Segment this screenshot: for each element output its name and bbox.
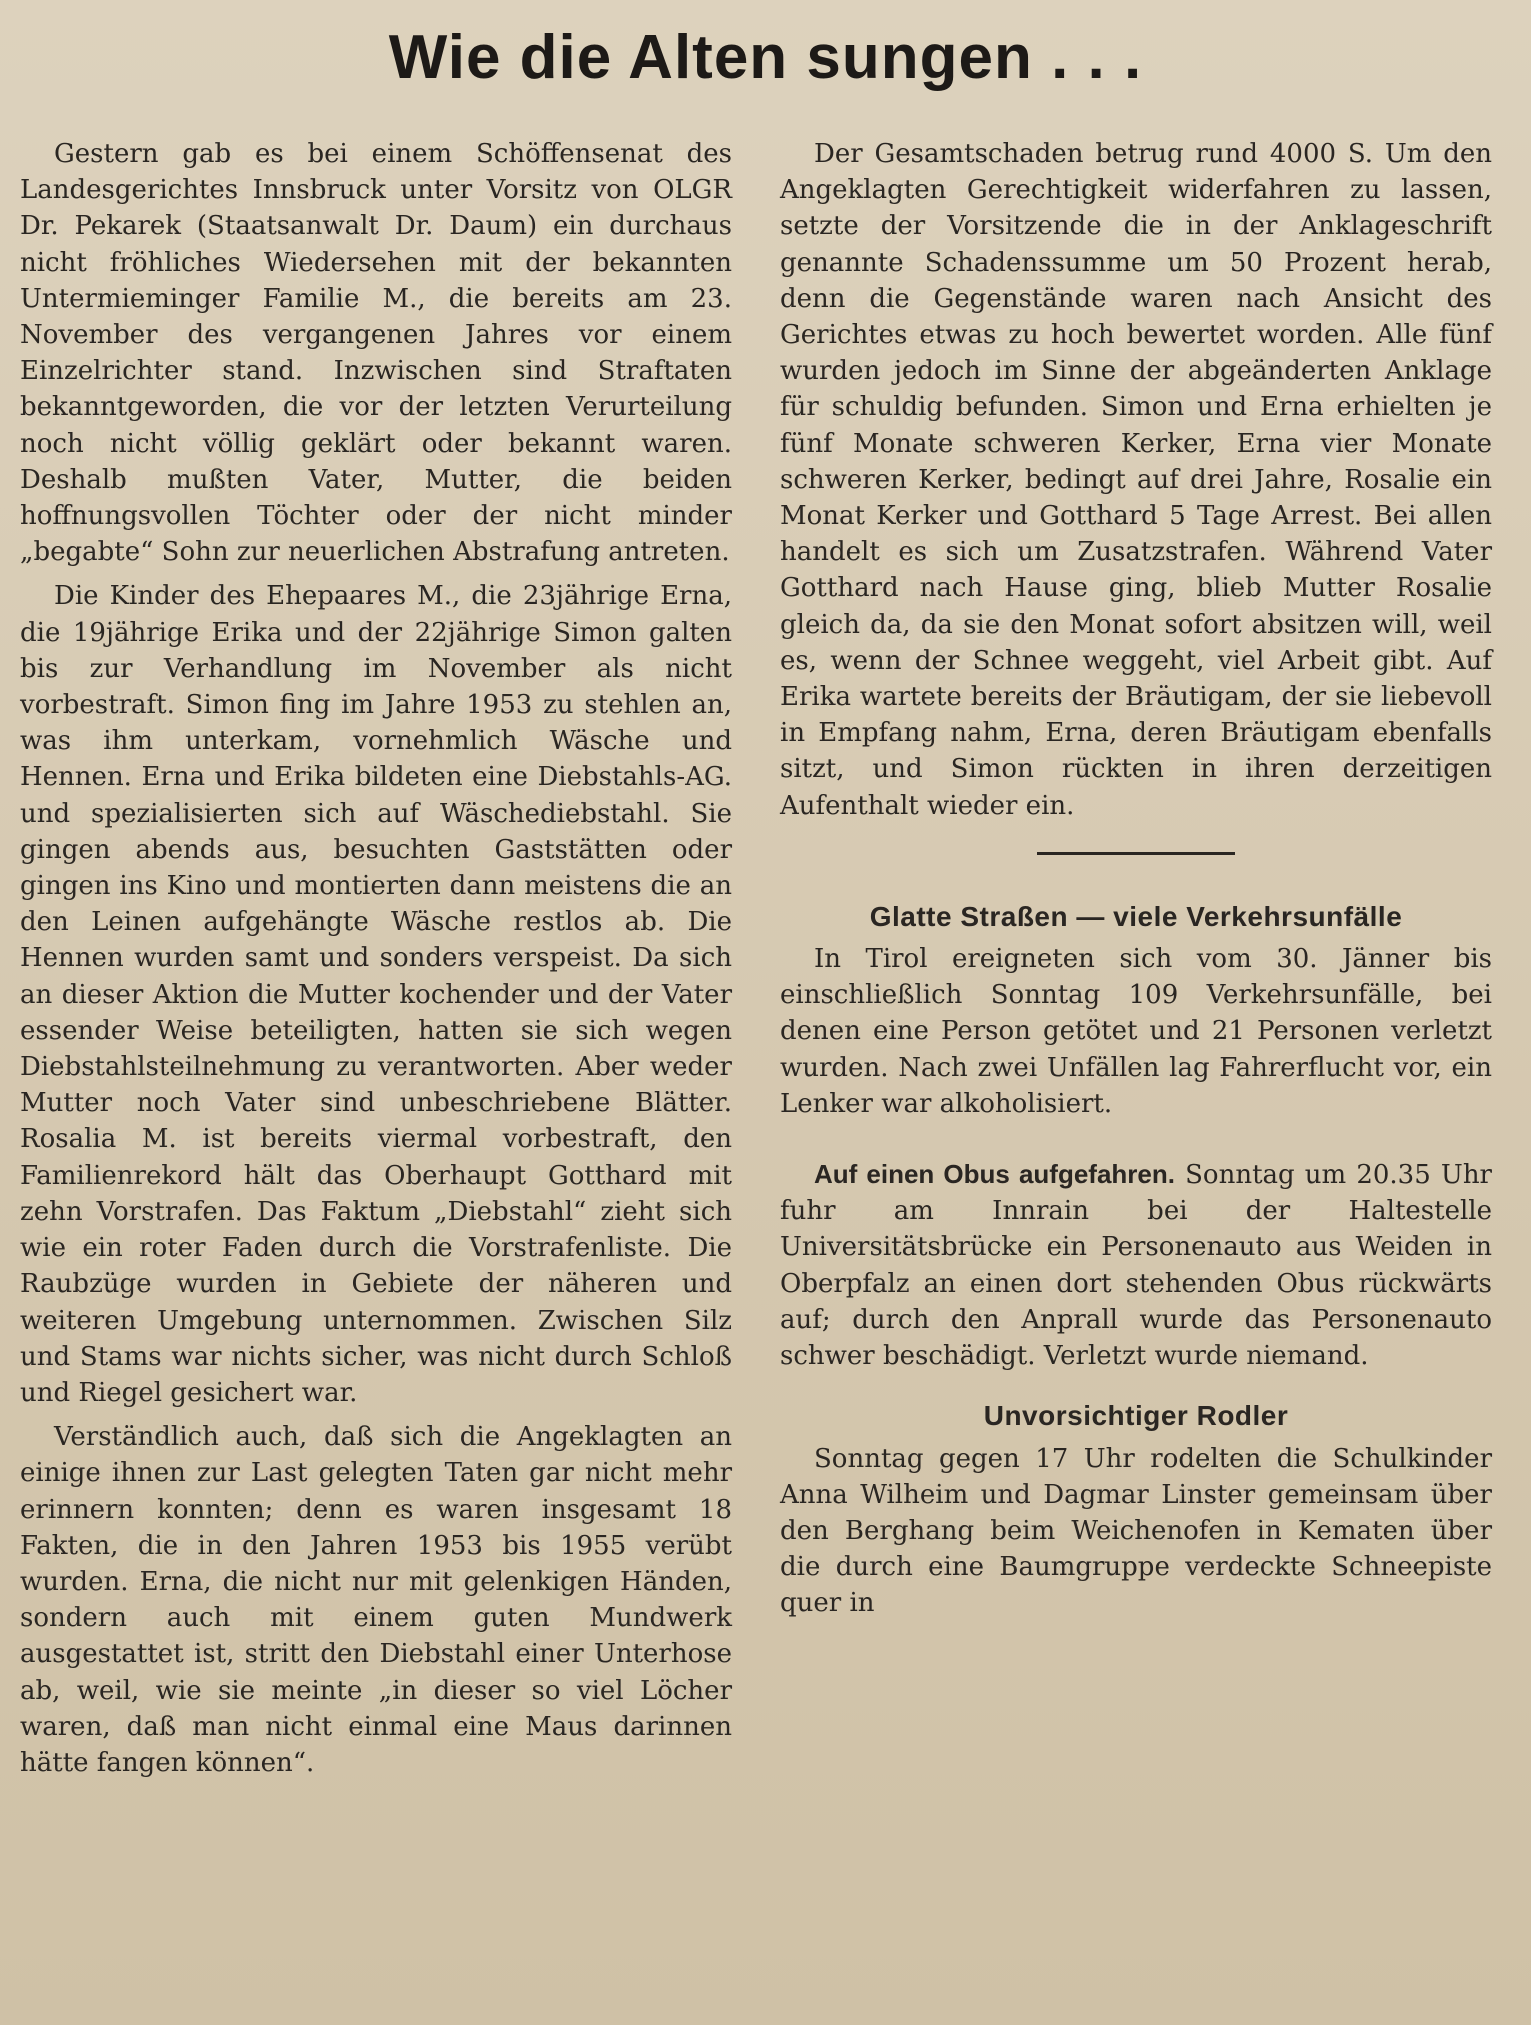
- rodler-article-body: Sonntag gegen 17 Uhr rodelten die Schulkinder Anna Wilheim und Dagmar Linster gemeinsam über den Berghang beim Weichenofen in Kematen über die durch eine Baumgruppe verdeckte Schneepiste quer in: [780, 1443, 1492, 1619]
- obus-article-lead: Auf einen Obus aufgefahren.: [814, 1159, 1175, 1190]
- traffic-article-title: Glatte Straßen — viele Verkehrsunfälle: [869, 900, 1403, 932]
- obus-article: [780, 1156, 1492, 1374]
- column-right: [780, 136, 1492, 1622]
- article-paragraph: Verständlich auch, daß sich die Angeklagten an einige ihnen zur Last gelegten Taten gar nicht mehr erinnern konnten; denn es waren insgesamt 18 Fakten, die in den Jahren 1953 bis 1955 verübt wurden. Erna, die nicht nur mit gelenkigen Händen, sondern auch mit einem guten Mundwerk ausgestattet ist, stritt den Diebstahl einer Unterhose ab, weil, wie sie meinte „in dieser so viel Löcher waren, daß man nicht einmal eine Maus darinnen hätte fangen können“.: [20, 1422, 732, 1778]
- column-left: [20, 136, 732, 1781]
- spacer: [780, 1374, 1492, 1398]
- headline: Wie die Alten sungen . . .: [388, 23, 1143, 92]
- article-paragraph: Die Kinder des Ehepaares M., die 23jährige Erna, die 19jährige Erika und der 22jährige Simon galten bis zur Verhandlung im November als nicht vorbestraft. Simon fing im Jahre 1953 zu stehlen an, was ihm unterkam, vornehmlich Wäsche und Hennen. Erna und Erika bildeten eine Diebstahls-AG. und spezialisierten sich auf Wäschediebstahl. Sie gingen abends aus, besuchten Gaststätten oder gingen ins Kino und montierten dann meistens die an den Leinen aufgehängte Wäsche restlos ab. Die Hennen wurden samt und sonders verspeist. Da sich an dieser Aktion die Mutter kochender und der Vater essender Weise beteiligten, hatten sie sich wegen Diebstahlsteilnehmung zu verantworten. Aber weder Mutter noch Vater sind unbeschriebene Blätter. Rosalia M. ist bereits viermal vorbestraft, den Familienrekord hält das Oberhaupt Gotthard mit zehn Vorstrafen. Das Faktum „Diebstahl“ zieht sich wie ein roter Faden durch die Vorstrafenliste. Die Raubzüge wurden in Gebiete der näheren und weiteren Umgebung unternommen. Zwischen Silz und Stams war nichts sicher, was nicht durch Schloß und Riegel gesichert war.: [20, 581, 732, 1408]
- rodler-article-title: Unvorsichtiger Rodler: [983, 1400, 1289, 1432]
- traffic-article-body: In Tirol ereigneten sich vom 30. Jänner bis einschließlich Sonntag 109 Verkehrsunfälle, bei denen eine Person getötet und 21 Personen verletzt wurden. Nach zwei Unfällen lag Fahrerflucht vor, ein Lenker war alkoholisiert.: [780, 944, 1492, 1119]
- obus-article-body: Sonntag um 20.35 Uhr fuhr am Innrain bei der Haltestelle Universitätsbrücke ein Personenauto aus Weiden in Oberpfalz an einen dort stehenden Obus rückwärts auf; durch den Anprall wurde das Personenauto schwer beschädigt. Verletzt wurde niemand.: [780, 1160, 1492, 1372]
- spacer: [780, 1122, 1492, 1156]
- article-paragraph: Gestern gab es bei einem Schöffensenat des Landesgerichtes Innsbruck unter Vorsitz von OLGR Dr. Pekarek (Staatsanwalt Dr. Daum) ein durchaus nicht fröhliches Wiedersehen mit der bekannten Untermieminger Familie M., die bereits am 23. November des vergangenen Jahres vor einem Einzelrichter stand. Inzwischen sind Straftaten bekanntgeworden, die vor der letzten Verurteilung noch nicht völlig geklärt oder bekannt waren. Deshalb mußten Vater, Mutter, die beiden hoffnungsvollen Töchter oder der nicht minder „begabte“ Sohn zur neuerlichen Abstrafung antreten.: [20, 139, 732, 568]
- article-paragraph: Der Gesamtschaden betrug rund 4000 S. Um den Angeklagten Gerechtigkeit widerfahren zu lassen, setzte der Vorsitzende die in der Anklageschrift genannte Schadenssumme um 50 Prozent herab, denn die Gegenstände waren nach Ansicht des Gerichtes etwas zu hoch bewertet worden. Alle fünf wurden jedoch im Sinne der abgeänderten Anklage für schuldig befunden. Simon und Erna erhielten je fünf Monate schweren Kerker, Erna vier Monate schweren Kerker, bedingt auf drei Jahre, Rosalie ein Monat Kerker und Gotthard 5 Tage Arrest. Bei allen handelt es sich um Zusatzstrafen. Während Vater Gotthard nach Hause ging, blieb Mutter Rosalie gleich da, da sie den Monat sofort absitzen will, weil es, wenn der Schnee weggeht, viel Arbeit gibt. Auf Erika wartete bereits der Bräutigam, der sie liebevoll in Empfang nahm, Erna, deren Bräutigam ebenfalls sitzt, und Simon rückten in ihren derzeitigen Aufenthalt wieder ein.: [780, 139, 1492, 821]
- section-divider: [1037, 852, 1235, 855]
